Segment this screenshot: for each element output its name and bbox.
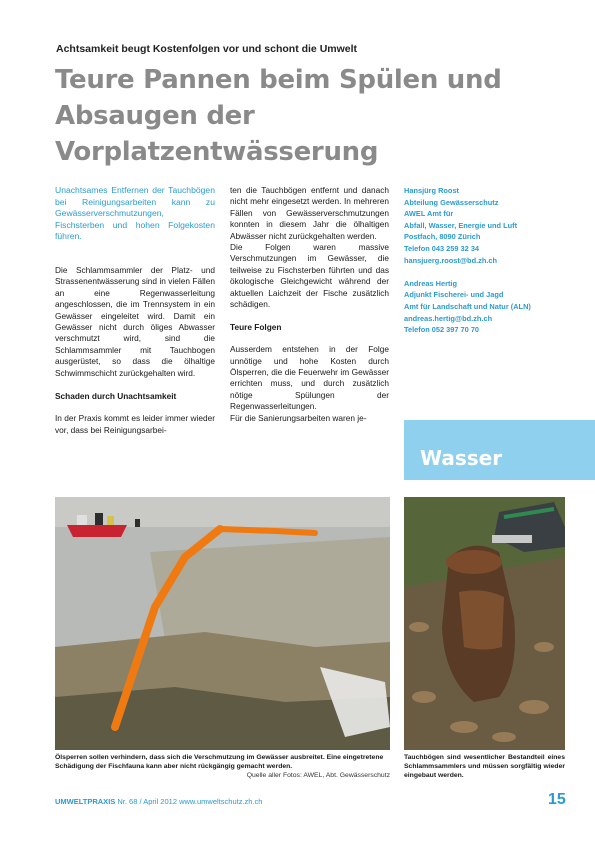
photo-oil-barrier — [55, 497, 390, 750]
headline-line-1: Teure Pannen beim Spülen und — [55, 65, 502, 95]
column-1 — [55, 185, 215, 448]
paragraph: Für die Sanierungsarbeiten waren je- — [230, 412, 367, 423]
paragraph: In der Praxis kommt es leider immer wieder vor, dass bei Reinigungsarbei- — [55, 413, 215, 435]
headline-line-2: Absaugen der Vorplatzentwässerung — [55, 101, 379, 167]
subheading-schaden: Schaden durch Unachtsamkeit — [55, 391, 177, 402]
photo-tauchbogen — [404, 497, 565, 750]
contact-dept: Abteilung Gewässerschutz — [404, 197, 499, 207]
contact-dept: Adjunkt Fischerei- und Jagd — [404, 290, 504, 300]
paragraph: ten die Tauchbögen entfernt und danach nicht mehr eingesetzt werden. In mehreren Fällen von Gewässerverschmutzungen konnten in diesem Jahr die ölhaltigen Abwässer nicht zurückgehalten werden. — [230, 185, 389, 241]
contact-name: Andreas Hertig — [404, 278, 457, 288]
footer-issue: Nr. 68 / April 2012 — [117, 797, 177, 806]
kicker: Achtsamkeit beugt Kostenfolgen vor und schont die Umwelt — [56, 43, 358, 55]
contact-hertig — [404, 278, 574, 336]
paragraph: Ausserdem entstehen in der Folge unnötige und hohe Kosten durch Ölsperren, die die Feuerwehr im Gewässer errichten muss, und durch zusätzlich nötige Spülungen der Regenwasserleitungen. — [230, 344, 389, 412]
paragraph: Die Folgen waren massive Verschmutzungen im Gewässer, die teilweise zu Fischsterben führten und das ökologische Gleichgewicht während der aktuellen Laichzeit der Fische zusätzlich schädigen. — [230, 242, 389, 310]
contact-phone: Telefon 043 259 32 34 — [404, 243, 480, 253]
contact-info — [404, 185, 574, 347]
contact-phone: Telefon 052 397 70 70 — [404, 325, 480, 335]
headline — [55, 62, 575, 170]
contact-address: Postfach, 8090 Zürich — [404, 232, 481, 242]
contact-org: AWEL Amt für — [404, 209, 454, 219]
section-label: Wasser — [420, 446, 503, 470]
photo-credit: Quelle aller Fotos: AWEL, Abt. Gewässerschutz — [246, 772, 390, 779]
contact-name: Hansjürg Roost — [404, 186, 460, 195]
paragraph: Die Schlammsammler der Platz- und Strassenentwässerung sind in vielen Fällen an eine Regenwasserleitung angeschlossen, die im Trennsystem in ein Gewässer eingeleitet wird. Damit ein Gewässer nicht durch öliges Abwasser verschmutzt wird, sind die Schlammsammler mit Tauchbogen ausgerüstet, so dass die ölhaltige Schwimmschicht zurückgehalten wird. — [55, 264, 215, 378]
section-tab — [404, 420, 595, 480]
column-2 — [230, 185, 389, 436]
photo-caption: Ölsperren sollen verhindern, dass sich die Verschmutzung im Gewässer ausbreitet. Eine eingetretene Schädigung der Fischfauna kann aber nicht rückgängig gemacht werden. — [55, 754, 384, 770]
subheading-teure-folgen: Teure Folgen — [230, 321, 282, 332]
contact-email-link[interactable]: hansjuerg.roost@bd.zh.ch — [404, 255, 498, 265]
contact-org: Abfall, Wasser, Energie und Luft — [404, 220, 518, 230]
footer-url-link[interactable]: www.umweltschutz.zh.ch — [179, 797, 263, 806]
photo-oil-barrier-illustration — [55, 497, 390, 750]
footer-brand: UMWELTPRAXIS — [55, 797, 116, 806]
photo-tauchbogen-illustration — [404, 497, 565, 750]
photo-caption: Tauchbögen sind wesentlicher Bestandteil eines Schlammsammlers und müssen sorgfältig wieder eingebaut werden. — [404, 754, 565, 779]
contact-org: Amt für Landschaft und Natur (ALN) — [404, 301, 531, 311]
contact-email-link[interactable]: andreas.hertig@bd.zh.ch — [404, 313, 493, 323]
lead-paragraph: Unachtsames Entfernen der Tauchbögen bei Reinigungsarbeiten kann zu Gewässerverschmutzungen, Fischsterben und hohen Folgekosten führen. — [55, 185, 215, 242]
footer — [55, 797, 262, 806]
page-number: 15 — [548, 791, 566, 808]
contact-roost — [404, 185, 574, 266]
